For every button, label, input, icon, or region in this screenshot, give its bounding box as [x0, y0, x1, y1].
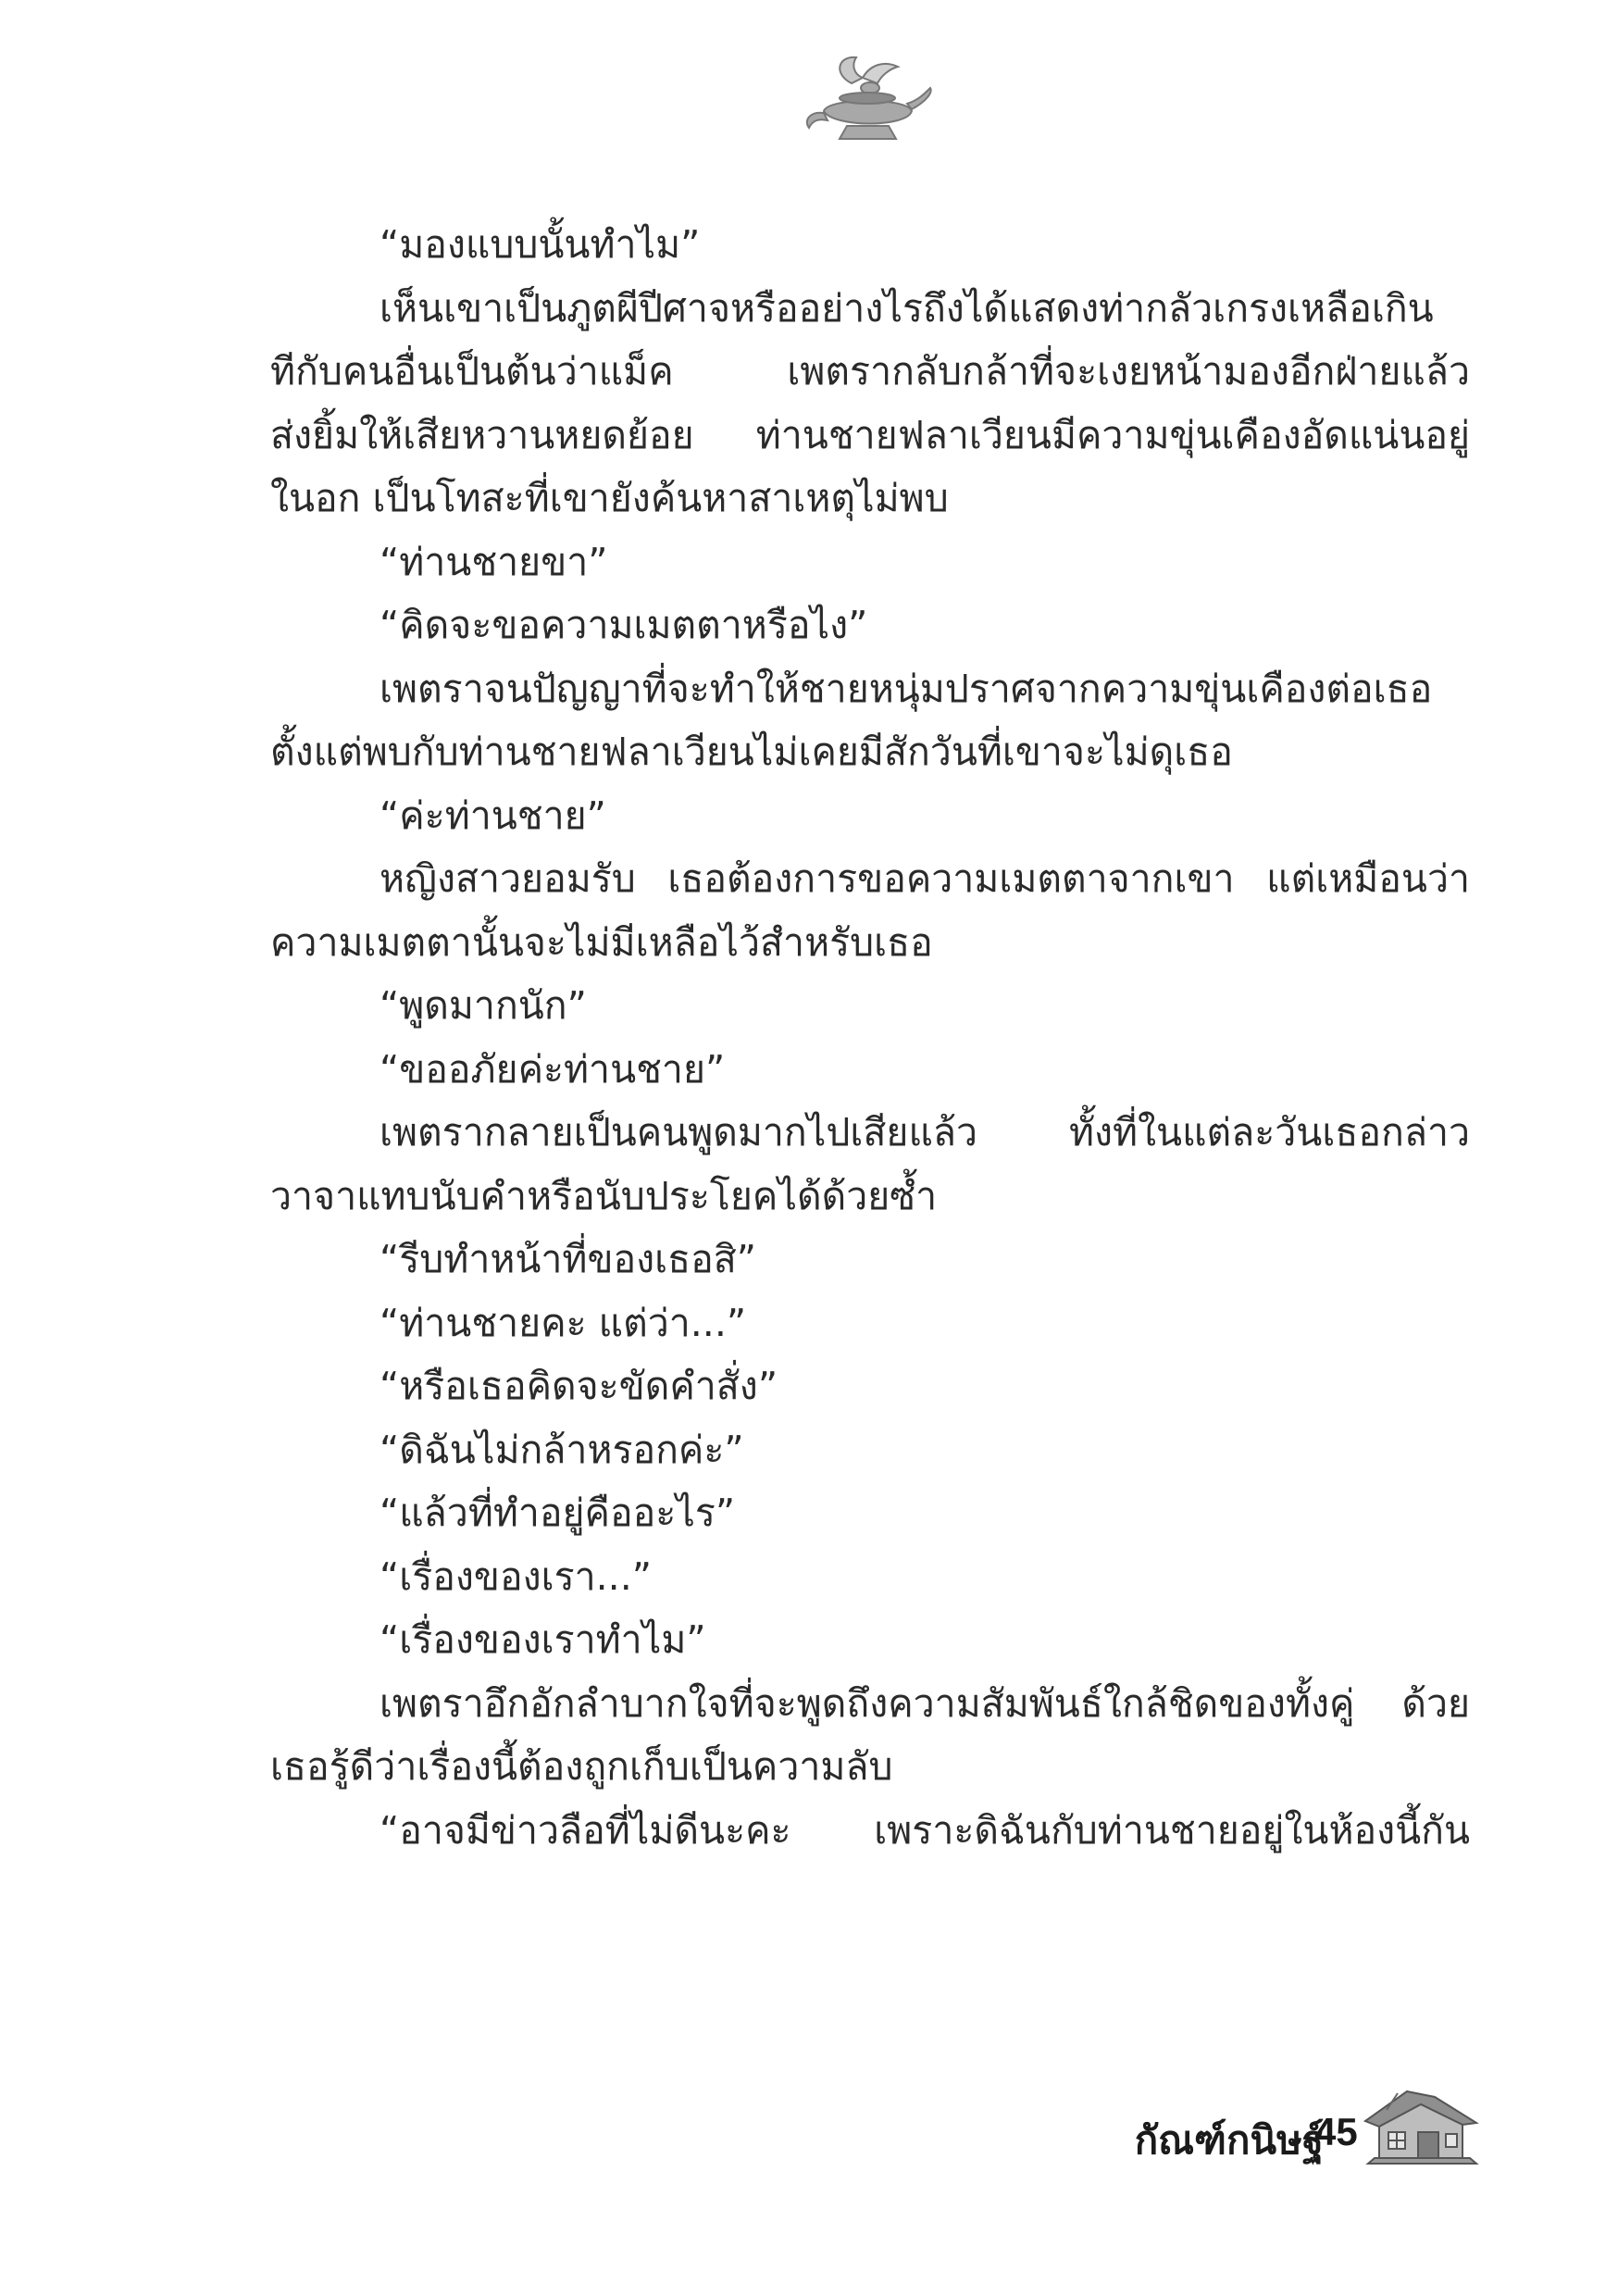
text-line: “ขออภัยค่ะท่านชาย” [380, 1046, 726, 1092]
text-line: “ท่านชายขา” [380, 539, 608, 584]
text-line: ในอก เป็นโทสะที่เขายังค้นหาสาเหตุไม่พบ [270, 476, 949, 520]
text-line: เพตรากลายเป็นคนพูดมากไปเสียแล้ว ทั้งที่ในแต่ละวันเธอกล่าว [380, 1110, 1470, 1154]
text-line: เพตราอึกอักลำบากใจที่จะพูดถึงความสัมพันธ์ใกล้ชิดของทั้งคู่ ด้วย [380, 1680, 1470, 1726]
house-icon [1361, 2084, 1481, 2167]
text-line: ทีกับคนอื่นเป็นต้นว่าแม็ค เพตรากลับกล้าที่จะเงยหน้ามองอีกฝ่ายแล้ว [270, 349, 1470, 393]
text-line: “แล้วที่ทำอยู่คืออะไร” [380, 1491, 736, 1535]
text-line: “อาจมีข่าวลือที่ไม่ดีนะคะ เพราะดิฉันกับท่านชายอยู่ในห้องนี้กัน [380, 1807, 1470, 1853]
page-body [270, 213, 1470, 1862]
text-line: ส่งยิ้มให้เสียหวานหยดย้อย ท่านชายฟลาเวียนมีความขุ่นเคืองอัดแน่นอยู่ [270, 412, 1470, 457]
text-line: “พูดมากนัก” [380, 983, 587, 1028]
text-line: “มองแบบนั้นทำไม” [380, 222, 701, 267]
text-line: “คิดจะขอความเมตตาหรือไง” [380, 603, 868, 647]
text-line: “เรื่องของเรา...” [380, 1554, 652, 1599]
text-line: เห็นเขาเป็นภูตผีปีศาจหรืออย่างไรถึงได้แสดงท่ากลัวเกรงเหลือเกิน [380, 285, 1434, 331]
text-line: ตั้งแต่พบกับท่านชายฟลาเวียนไม่เคยมีสักวันที่เขาจะไม่ดุเธอ [270, 730, 1233, 774]
book-title: กัณฑ์กนิษฐ์ [1134, 2117, 1324, 2163]
text-line: “ค่ะท่านชาย” [380, 792, 606, 838]
page-number: 45 [1314, 2110, 1358, 2153]
text-line: “ท่านชายคะ แต่ว่า...” [380, 1300, 747, 1345]
text-line: “หรือเธอคิดจะขัดคำสั่ง” [380, 1364, 778, 1408]
text-line: วาจาแทบนับคำหรือนับประโยคได้ด้วยซ้ำ [270, 1173, 938, 1218]
magic-lamp-icon [796, 46, 935, 162]
text-line: หญิงสาวยอมรับ เธอต้องการขอความเมตตาจากเขา แต่เหมือนว่า [380, 856, 1470, 901]
text-line: “ดิฉันไม่กล้าหรอกค่ะ” [380, 1427, 744, 1472]
page-footer [1055, 2097, 1481, 2171]
text-line: ความเมตตานั้นจะไม่มีเหลือไว้สำหรับเธอ [270, 919, 933, 965]
text-line: เพตราจนปัญญาที่จะทำให้ชายหนุ่มปราศจากความขุ่นเคืองต่อเธอ [380, 666, 1433, 711]
text-line: “รีบทำหน้าที่ของเธอสิ” [380, 1237, 757, 1281]
text-line: “เรื่องของเราทำไม” [380, 1617, 706, 1662]
text-line: เธอรู้ดีว่าเรื่องนี้ต้องถูกเก็บเป็นความลับ [270, 1744, 893, 1789]
